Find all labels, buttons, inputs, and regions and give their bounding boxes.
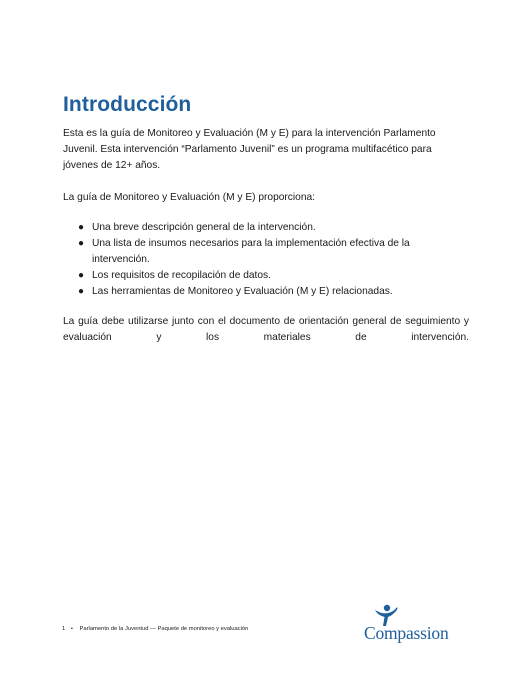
list-item [63,268,469,284]
footer-page-number: 1 [62,626,66,632]
compassion-logo [362,604,472,646]
logo-wordmark: Compassion [364,623,449,643]
closing-paragraph: La guía debe utilizarse junto con el documento de orientación general de seguimiento y evaluación y los materiales de intervención. [63,316,469,343]
list-item [63,220,469,236]
footer-title: Parlamento de la Juventud — Paquete de monitoreo y evaluación [79,626,249,632]
list-item-text: Una breve descripción general de la intervención. [92,222,316,233]
intro-paragraph: Esta es la guía de Monitoreo y Evaluación (M y E) para la intervención Parlamento Juvenil. Esta intervención “Parlamento Juvenil” es un programa multifacético para jóvenes de 12+ años. [63,128,436,171]
list-item [63,236,469,268]
bullet-icon: ● [78,286,85,297]
bullet-list [63,220,469,300]
bullet-icon: ● [78,270,85,281]
list-item-text: Las herramientas de Monitoreo y Evaluación (M y E) relacionadas. [92,286,393,297]
list-item-text: Una lista de insumos necesarios para la implementación efectiva de la intervención. [92,238,410,265]
page-title: Introducción [63,93,192,116]
list-lead: La guía de Monitoreo y Evaluación (M y E) proporciona: [63,192,315,203]
footer-separator: • [70,626,73,632]
list-item [63,284,469,300]
page-content [63,92,469,362]
page-footer [62,625,248,633]
bullet-icon: ● [78,222,85,233]
bullet-icon: ● [78,238,85,249]
list-item-text: Los requisitos de recopilación de datos. [92,270,271,281]
